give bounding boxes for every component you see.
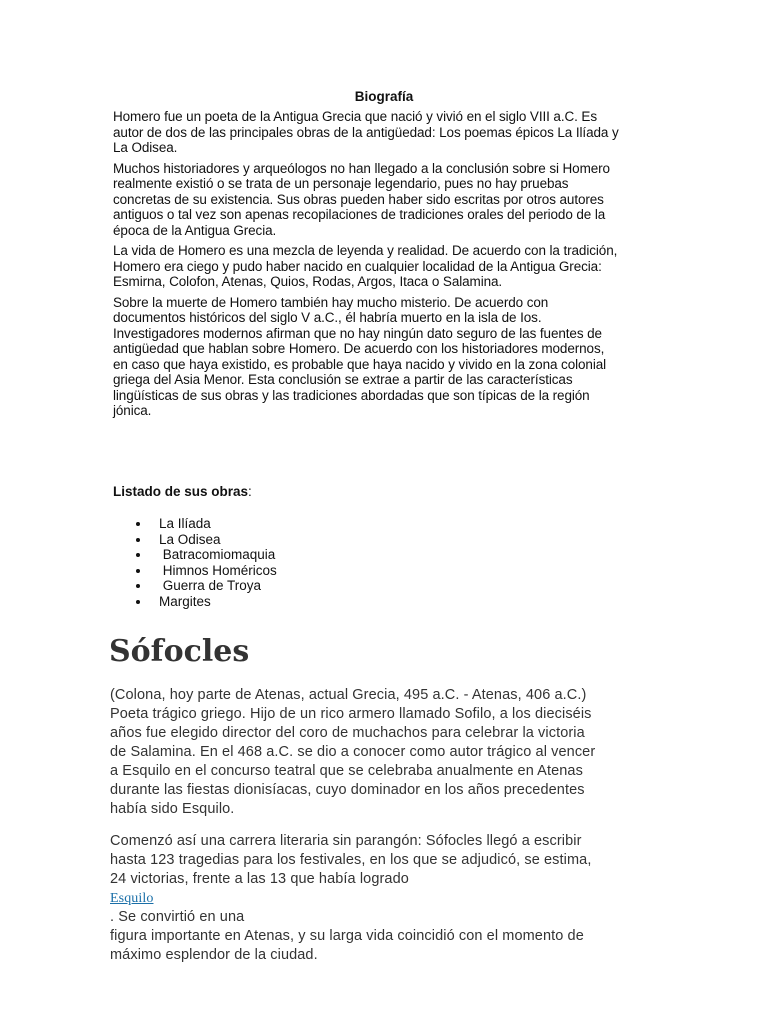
text-segment: 24 victorias, frente a las 13 que había logrado [110, 871, 409, 887]
text-line: Esmirna, Colofon, Atenas, Quios, Rodas, Argos, Itaca o Salamina. [113, 274, 503, 289]
text-line: jónica. [113, 403, 152, 418]
text-line: Homero fue un poeta de la Antigua Grecia que nació y vivió en el siglo VIII a.C. Es [113, 109, 597, 124]
bullet-icon [136, 569, 140, 573]
text-line: años fue elegido director del coro de muchachos para celebrar la victoria [110, 725, 585, 741]
text-line: (Colona, hoy parte de Atenas, actual Grecia, 495 a.C. - Atenas, 406 a.C.) [110, 687, 587, 703]
text-line: había sido Esquilo. [110, 801, 235, 817]
sofocles-heading: Sófocles [109, 634, 250, 669]
text-line: Muchos historiadores y arqueólogos no han llegado a la conclusión sobre si Homero [113, 160, 610, 176]
text-line: Homero era ciego y pudo haber nacido en cualquier localidad de la Antigua Grecia: [113, 258, 602, 274]
text-line: de Salamina. En el 468 a.C. se dio a conocer como autor trágico al vencer [110, 744, 596, 760]
text-line: antiguos o tal vez son apenas recopilaciones de tradiciones orales del periodo de la [113, 207, 606, 222]
works-heading [113, 484, 252, 500]
text-line: Sobre la muerte de Homero también hay mucho misterio. De acuerdo con [113, 294, 549, 310]
text-line: a Esquilo en el concurso teatral que se celebraba anualmente en Atenas [110, 763, 583, 779]
bio-paragraph [113, 295, 658, 419]
bullet-icon [136, 584, 140, 588]
text-line: máximo esplendor de la ciudad. [110, 947, 318, 963]
list-item-text: Margites [159, 593, 211, 609]
text-line: documentos históricos del siglo V a.C., él habría muerto en la isla de Ios. [113, 310, 542, 325]
text-line: La Odisea. [113, 140, 178, 155]
text-segment: . Se convirtió en una [110, 909, 245, 925]
sofocles-paragraph [110, 686, 660, 819]
bio-paragraph [113, 161, 658, 239]
page-title: Biografía [354, 89, 414, 104]
text-line: en caso que haya existido, es probable que haya nacido y vivido en la zona colonial [113, 356, 607, 372]
list-item-text: Guerra de Troya [159, 578, 262, 593]
text-line: figura importante en Atenas, y su larga vida coincidió con el momento de [110, 928, 584, 944]
bullet-icon [136, 522, 140, 526]
list-item-text: Himnos Homéricos [159, 562, 277, 578]
text-line [110, 870, 660, 927]
list-item-text: Batracomiomaquia [159, 547, 276, 562]
works-heading-label: Listado de sus obras [113, 484, 249, 499]
bio-paragraph [113, 243, 658, 290]
sofocles-paragraph [110, 832, 660, 965]
biography-section [113, 109, 658, 424]
bullet-icon [136, 538, 140, 542]
bio-paragraph [113, 109, 658, 156]
list-item-text: La Odisea [159, 531, 221, 547]
text-line: Comenzó así una carrera literaria sin parangón: Sófocles llegó a escribir [110, 833, 582, 849]
esquilo-link[interactable]: Esquilo [110, 891, 154, 906]
sofocles-section [110, 686, 660, 978]
text-line: Poeta trágico griego. Hijo de un rico armero llamado Sofilo, a los dieciséis [110, 706, 592, 722]
text-line: concretas de su existencia. Sus obras pueden haber sido escritas por otros autores [113, 191, 604, 207]
bullet-icon [136, 600, 140, 604]
text-line: autor de dos de las principales obras de la antigüedad: Los poemas épicos La Ilíada y [113, 124, 619, 140]
text-line: durante las fiestas dionisíacas, cuyo dominador en los años precedentes [110, 782, 585, 798]
text-line: antigüedad que hablan sobre Homero. De acuerdo con los historiadores modernos, [113, 341, 605, 356]
list-item-text: La Ilíada [159, 516, 211, 531]
text-line: hasta 123 tragedias para los festivales, en los que se adjudicó, se estima, [110, 852, 592, 868]
works-heading-colon: : [248, 484, 252, 499]
text-line: La vida de Homero es una mezcla de leyenda y realidad. De acuerdo con la tradición, [113, 243, 618, 258]
text-line: lingüísticas de sus obras y las tradiciones abordadas que son típicas de la región [113, 387, 590, 403]
bullet-icon [136, 553, 140, 557]
text-line: realmente existió o se trata de un personaje legendario, pues no hay pruebas [113, 176, 569, 191]
text-line: época de la Antigua Grecia. [113, 222, 277, 238]
text-line: Investigadores modernos afirman que no hay ningún dato seguro de las fuentes de [113, 325, 602, 341]
text-line: griega del Asia Menor. Esta conclusión se extrae a partir de las características [113, 372, 573, 387]
